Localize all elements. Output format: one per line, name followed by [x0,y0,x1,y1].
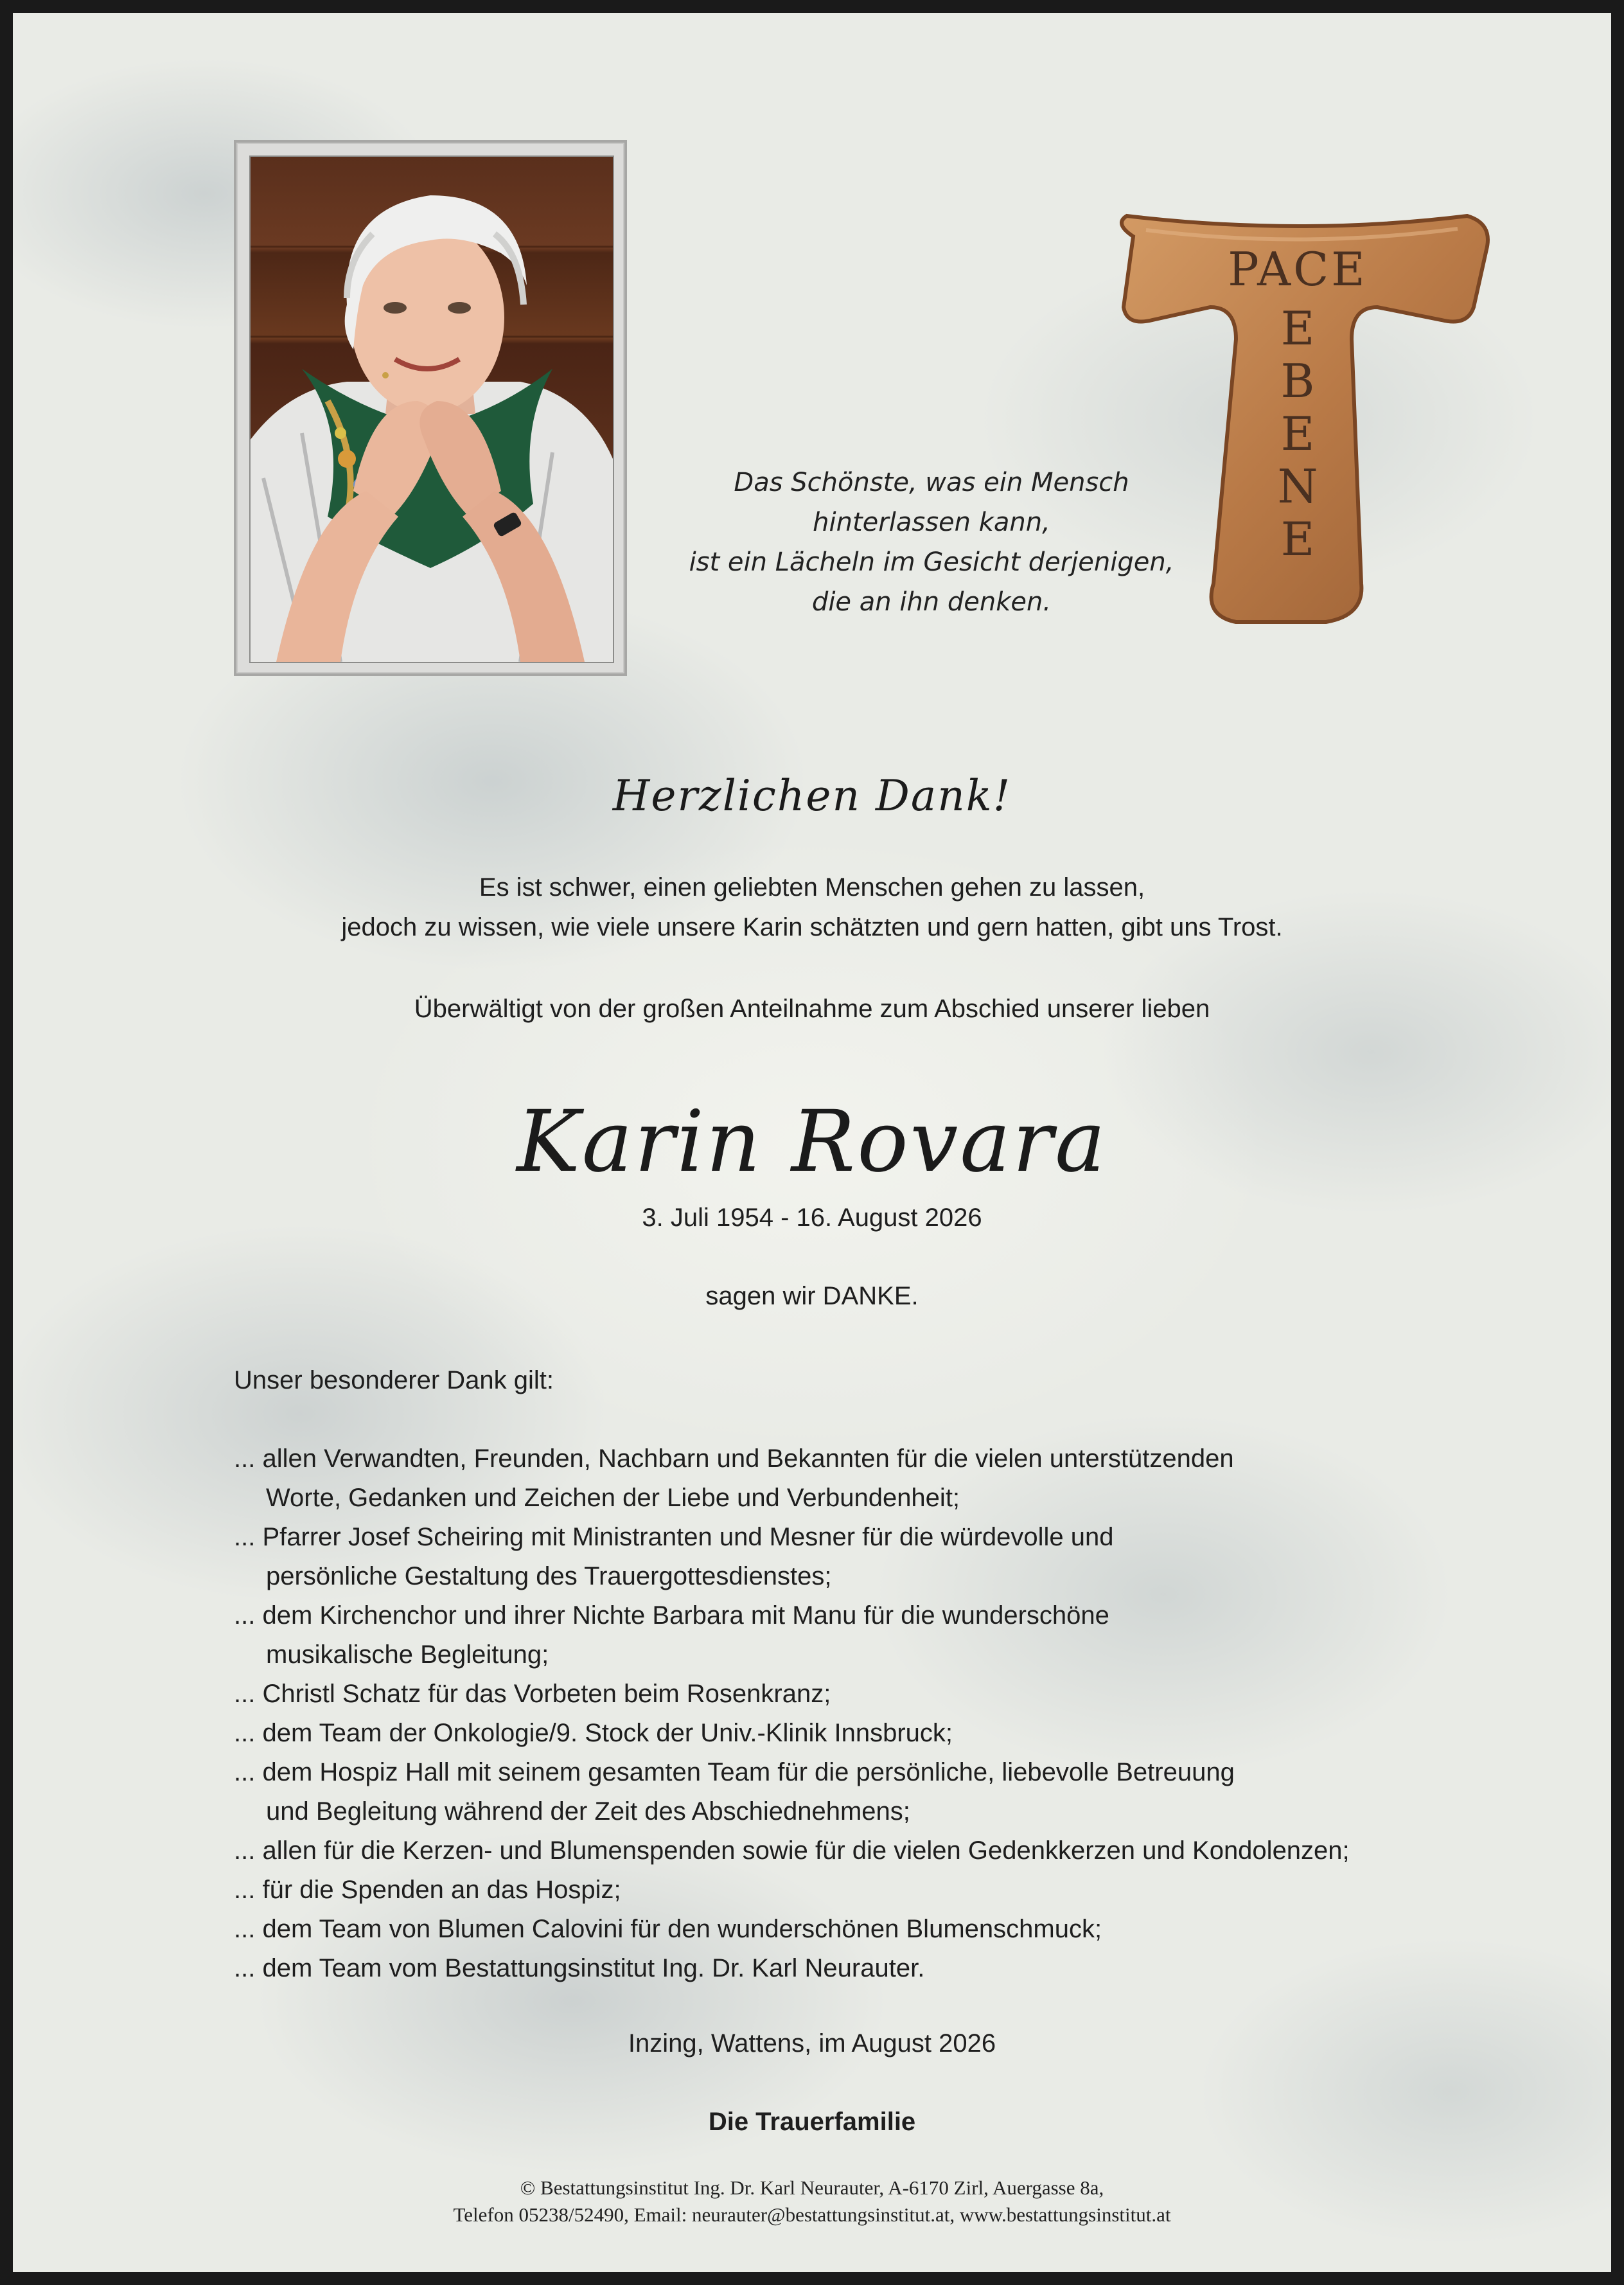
list-item: ... dem Kirchenchor und ihrer Nichte Barbara mit Manu für die wunderschöne musikalische Begleitung; [234,1601,1109,1669]
footer-line: © Bestattungsinstitut Ing. Dr. Karl Neurauter, A-6170 Zirl, Auergasse 8a, [520,2176,1104,2199]
list-item: ... allen Verwandten, Freunden, Nachbarn und Bekannten für die vielen unterstützenden Worte, Gedanken und Zeichen der Liebe und Verbundenheit; [234,1445,1234,1512]
intro-line: jedoch zu wissen, wie viele unsere Karin schätzten und gern hatten, gibt uns Trost. [341,913,1283,941]
intro-paragraph-2: Überwältigt von der großen Anteilnahme zum Abschied unserer lieben [414,995,1210,1023]
list-item: ... dem Team von Blumen Calovini für den wunderschönen Blumenschmuck; [234,1915,1102,1943]
list-item: ... dem Team vom Bestattungsinstitut Ing. Dr. Karl Neurauter. [234,1954,925,1982]
cross-letter: N [1277,459,1318,513]
quote-line: ist ein Lächeln im Gesicht derjenigen, [689,547,1174,577]
list-item: ... dem Hospiz Hall mit seinem gesamten Team für die persönliche, liebevolle Betreuung und Begleitung während der Zeit des Abschiednehmens; [234,1758,1235,1826]
list-item: ... allen für die Kerzen- und Blumenspenden sowie für die vielen Gedenkkerzen und Kondolenzen; [234,1836,1350,1865]
memorial-quote [591,463,1272,622]
list-item: ... für die Spenden an das Hospiz; [234,1876,621,1904]
list-item: ... Christl Schatz für das Vorbeten beim Rosenkranz; [234,1680,831,1708]
deceased-name: Karin Rovara [516,1092,1108,1191]
portrait-photo [249,156,614,663]
intro-paragraph [13,867,1611,947]
portrait-frame [234,140,627,676]
quote-line: hinterlassen kann, [813,508,1050,537]
thanks-list [234,1439,1429,1988]
obituary-page [13,13,1611,2272]
place-and-date: Inzing, Wattens, im August 2026 [628,2029,996,2058]
cross-word-pace: PACE [1228,242,1368,296]
list-item: ... dem Team der Onkologie/9. Stock der Univ.-Klinik Innsbruck; [234,1719,953,1747]
footer-line: Telefon 05238/52490, Email: neurauter@bestattungsinstitut.at, www.bestattungsinstitut.at [453,2203,1171,2226]
cross-letter: E [1280,512,1315,566]
thanks-heading: Herzlichen Dank! [612,771,1012,821]
cross-letter: E [1280,407,1315,461]
cross-letter: B [1280,354,1315,408]
intro-line: Es ist schwer, einen geliebten Menschen gehen zu lassen, [479,873,1145,902]
list-item: ... Pfarrer Josef Scheiring mit Ministranten und Mesner für die würdevolle und persönliche Gestaltung des Trauergottesdienstes; [234,1523,1114,1590]
thanks-list-heading: Unser besonderer Dank gilt: [234,1366,554,1394]
portrait-illustration [251,157,613,662]
quote-line: Das Schönste, was ein Mensch [734,468,1129,497]
signature-family: Die Trauerfamilie [708,2108,916,2136]
danke-line: sagen wir DANKE. [705,1282,919,1310]
cross-letter: E [1280,301,1315,355]
footer [13,2174,1611,2228]
quote-line: die an ihn denken. [811,587,1052,617]
life-dates: 3. Juli 1954 - 16. August 2026 [642,1204,982,1232]
